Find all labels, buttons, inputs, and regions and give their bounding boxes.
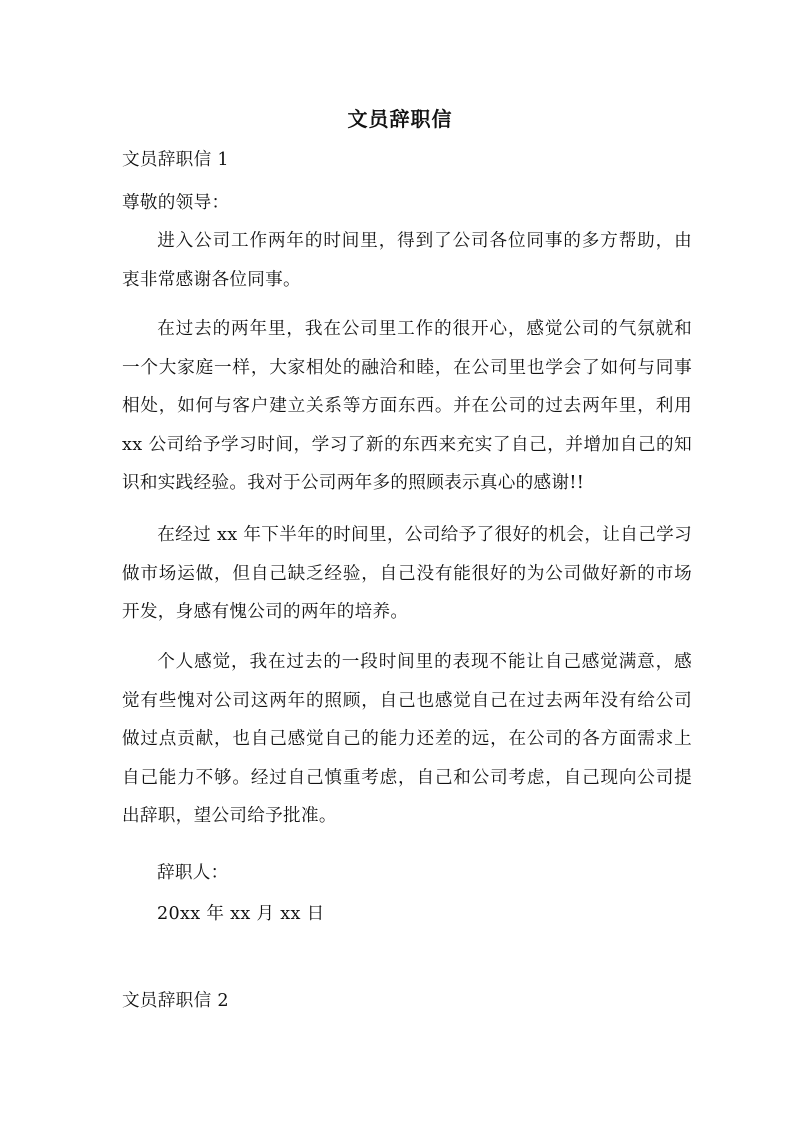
salutation: 尊敬的领导： <box>122 193 230 213</box>
document-title: 文员辞职信 <box>347 107 453 131</box>
signer-label: 辞职人： <box>157 863 229 883</box>
paragraph-3: 在经过 xx 年下半年的时间里，公司给予了很好的机会，让自己学习做市场运做，但自己缺乏经验，自己没有能很好的为公司做好新的市场开发，身感有愧公司的两年的培养。 <box>122 525 692 622</box>
section-heading-1: 文员辞职信 1 <box>122 150 229 170</box>
signature-date: 20xx 年 xx 月 xx 日 <box>157 904 325 924</box>
section-heading-2: 文员辞职信 2 <box>122 991 229 1011</box>
paragraph-4: 个人感觉，我在过去的一段时间里的表现不能让自己感觉满意，感觉有些愧对公司这两年的照顾，自己也感觉自己在过去两年没有给公司做过点贡献，也自己感觉自己的能力还差的远，在公司的各方面需求上自己能力不够。经过自己慎重考虑，自己和公司考虑，自己现向公司提出辞职，望公司给予批准。 <box>122 652 692 826</box>
paragraph-1: 进入公司工作两年的时间里，得到了公司各位同事的多方帮助，由衷非常感谢各位同事。 <box>122 231 692 290</box>
paragraph-2: 在过去的两年里，我在公司里工作的很开心，感觉公司的气氛就和一个大家庭一样，大家相处的融洽和睦，在公司里也学会了如何与同事相处，如何与客户建立关系等方面东西。并在公司的过去两年里，利用 xx 公司给予学习时间，学习了新的东西来充实了自己，并增加自己的知识和实践经验。我对于公司两年多的照顾表示真心的感谢!! <box>122 319 692 493</box>
